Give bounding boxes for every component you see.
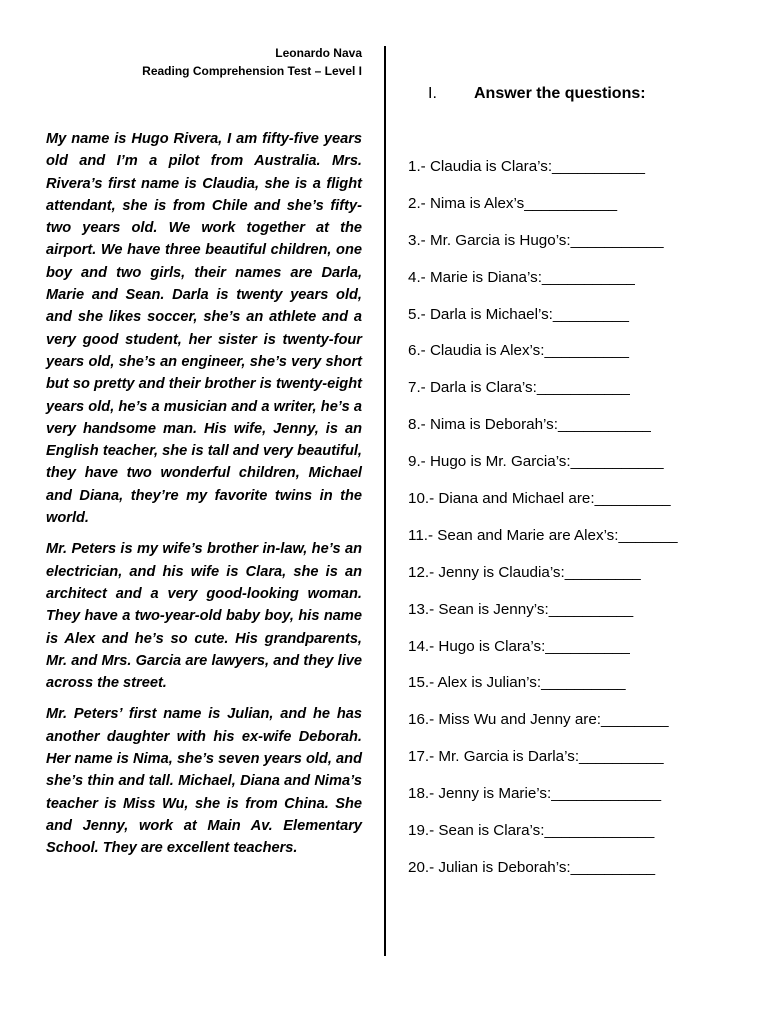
reading-passage xyxy=(46,128,362,869)
passage-paragraph-2: Mr. Peters is my wife’s brother in-law, he’s an electrician, and his wife is Clara, she is an architect and a very good-looking woman. They have a two-year-old baby boy, his name is Alex and he’s so cute. His grandparents, Mr. and Mrs. Garcia are lawyers, and they live across the street. xyxy=(46,541,362,692)
question-item: 18.- Jenny is Marie’s:_____________ xyxy=(408,785,662,803)
question-item: 16.- Miss Wu and Jenny are:________ xyxy=(408,711,669,729)
question-list xyxy=(408,157,763,895)
passage-paragraph-3: Mr. Peters’ first name is Julian, and he has another daughter with his ex-wife Deborah. Her name is Nima, she’s seven years old, and she’s thin and tall. Michael, Diana and Nima’s teacher is Miss Wu, she is from China. She and Jenny, work at Main Av. Elementary School. They are excellent teachers. xyxy=(46,706,362,857)
question-item: 1.- Claudia is Clara’s:___________ xyxy=(408,158,645,175)
question-item: 9.- Hugo is Mr. Garcia’s:___________ xyxy=(408,453,664,471)
question-item: 11.- Sean and Marie are Alex’s:_______ xyxy=(408,526,678,544)
test-title: Reading Comprehension Test – Level I xyxy=(142,64,362,78)
question-item: 17.- Mr. Garcia is Darla’s:__________ xyxy=(408,748,664,766)
question-item: 13.- Sean is Jenny’s:__________ xyxy=(408,600,634,618)
question-item: 5.- Darla is Michael’s:_________ xyxy=(408,305,629,323)
question-item: 15.- Alex is Julian’s:__________ xyxy=(408,674,626,692)
question-item: 2.- Nima is Alex’s___________ xyxy=(408,194,618,212)
question-item: 7.- Darla is Clara’s:___________ xyxy=(408,379,630,397)
question-item: 19.- Sean is Clara’s:_____________ xyxy=(408,822,655,840)
question-item: 4.- Marie is Diana’s:___________ xyxy=(408,268,635,286)
question-item: 12.- Jenny is Claudia’s:_________ xyxy=(408,563,641,581)
section-heading xyxy=(428,84,646,104)
question-item: 3.- Mr. Garcia is Hugo’s:___________ xyxy=(408,231,664,249)
question-item: 14.- Hugo is Clara’s:__________ xyxy=(408,637,630,655)
column-divider xyxy=(384,46,386,956)
question-item: 8.- Nima is Deborah’s:___________ xyxy=(408,416,651,434)
author-name: Leonardo Nava xyxy=(275,46,362,60)
question-item: 10.- Diana and Michael are:_________ xyxy=(408,490,671,508)
question-item: 6.- Claudia is Alex’s:__________ xyxy=(408,342,629,360)
passage-paragraph-1: My name is Hugo Rivera, I am fifty-five years old and I’m a pilot from Australia. Mrs. Rivera’s first name is Claudia, she is a flight attendant, she is from Chile and she’s fifty-two years old. We work together at the airport. We have three beautiful children, one boy and two girls, their names are Darla, Marie and Sean. Darla is twenty years old, and she likes soccer, she’s an athlete and a very good student, her sister is twenty-four years old, she’s an engineer, she’s very short but so pretty and their brother is twenty-eight years old, he’s a musician and a writer, he’s a very handsome man. His wife, Jenny, is an English teacher, she is tall and very beautiful, they have two wonderful children, Michael and Diana, they’re my favorite twins in the world. xyxy=(46,131,362,527)
document-header xyxy=(142,44,362,80)
section-title: Answer the questions: xyxy=(474,85,646,102)
section-number: I. xyxy=(428,85,437,102)
question-item: 20.- Julian is Deborah’s:__________ xyxy=(408,858,656,876)
